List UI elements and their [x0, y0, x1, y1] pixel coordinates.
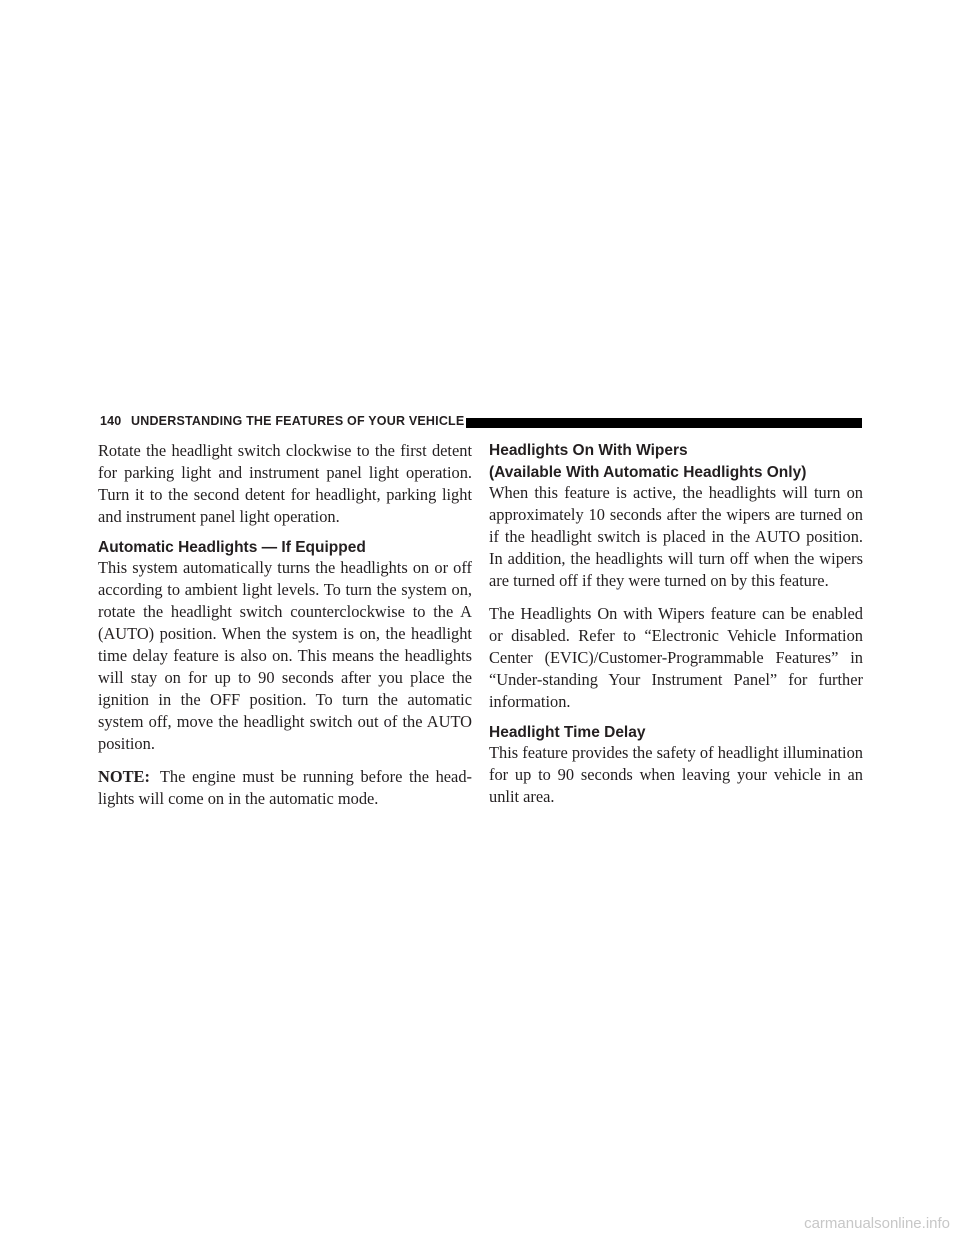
auto-headlights-paragraph: This system automatically turns the headlights on or off according to ambient light levels. To turn the system on, rotate the headlight switch counterclockwise to the A (AUTO) position. When the system is on, the headlight time delay feature is also on. This means the headlights will stay on for up to 90 seconds after you place the ignition in the OFF position. To turn the automatic system off, move the headlight switch out of the AUTO position.	[98, 558, 472, 753]
auto-headlights-heading: Automatic Headlights — If Equipped	[98, 539, 366, 556]
header-bar	[466, 418, 862, 428]
note-label: NOTE:	[98, 767, 150, 786]
time-delay-paragraph: This feature provides the safety of headlight illumination for up to 90 seconds when leaving your vehicle in an unlit area.	[489, 743, 863, 806]
wipers-paragraph-2: The Headlights On with Wipers feature can be enabled or disabled. Refer to “Electronic Vehicle Information Center (EVIC)/Customer-Programmable Features” in “Under-standing Your Instrument Panel” for further information.	[489, 604, 863, 711]
section-title: UNDERSTANDING THE FEATURES OF YOUR VEHICLE	[131, 414, 465, 428]
wipers-heading-line1: Headlights On With Wipers	[489, 442, 688, 459]
time-delay-heading: Headlight Time Delay	[489, 724, 646, 741]
watermark: carmanualsonline.info	[804, 1215, 950, 1232]
right-column	[489, 440, 863, 819]
left-column	[98, 440, 472, 821]
intro-paragraph: Rotate the headlight switch clockwise to the first detent for parking light and instrument panel light operation. Turn it to the second detent for headlight, parking light and instrument panel light operation.	[98, 441, 472, 526]
wipers-heading-line2: (Available With Automatic Headlights Only)	[489, 464, 807, 481]
note-text: The engine must be running before the head-lights will come on in the automatic mode.	[98, 767, 472, 808]
page-number: 140	[100, 414, 122, 428]
note-paragraph	[98, 766, 472, 810]
page-header	[98, 415, 862, 429]
wipers-paragraph-1: When this feature is active, the headlights will turn on approximately 10 seconds after the wipers are turned on if the headlight switch is placed in the AUTO position. In addition, the headlights will turn off when the wipers are turned off if they were turned on by this feature.	[489, 483, 863, 590]
